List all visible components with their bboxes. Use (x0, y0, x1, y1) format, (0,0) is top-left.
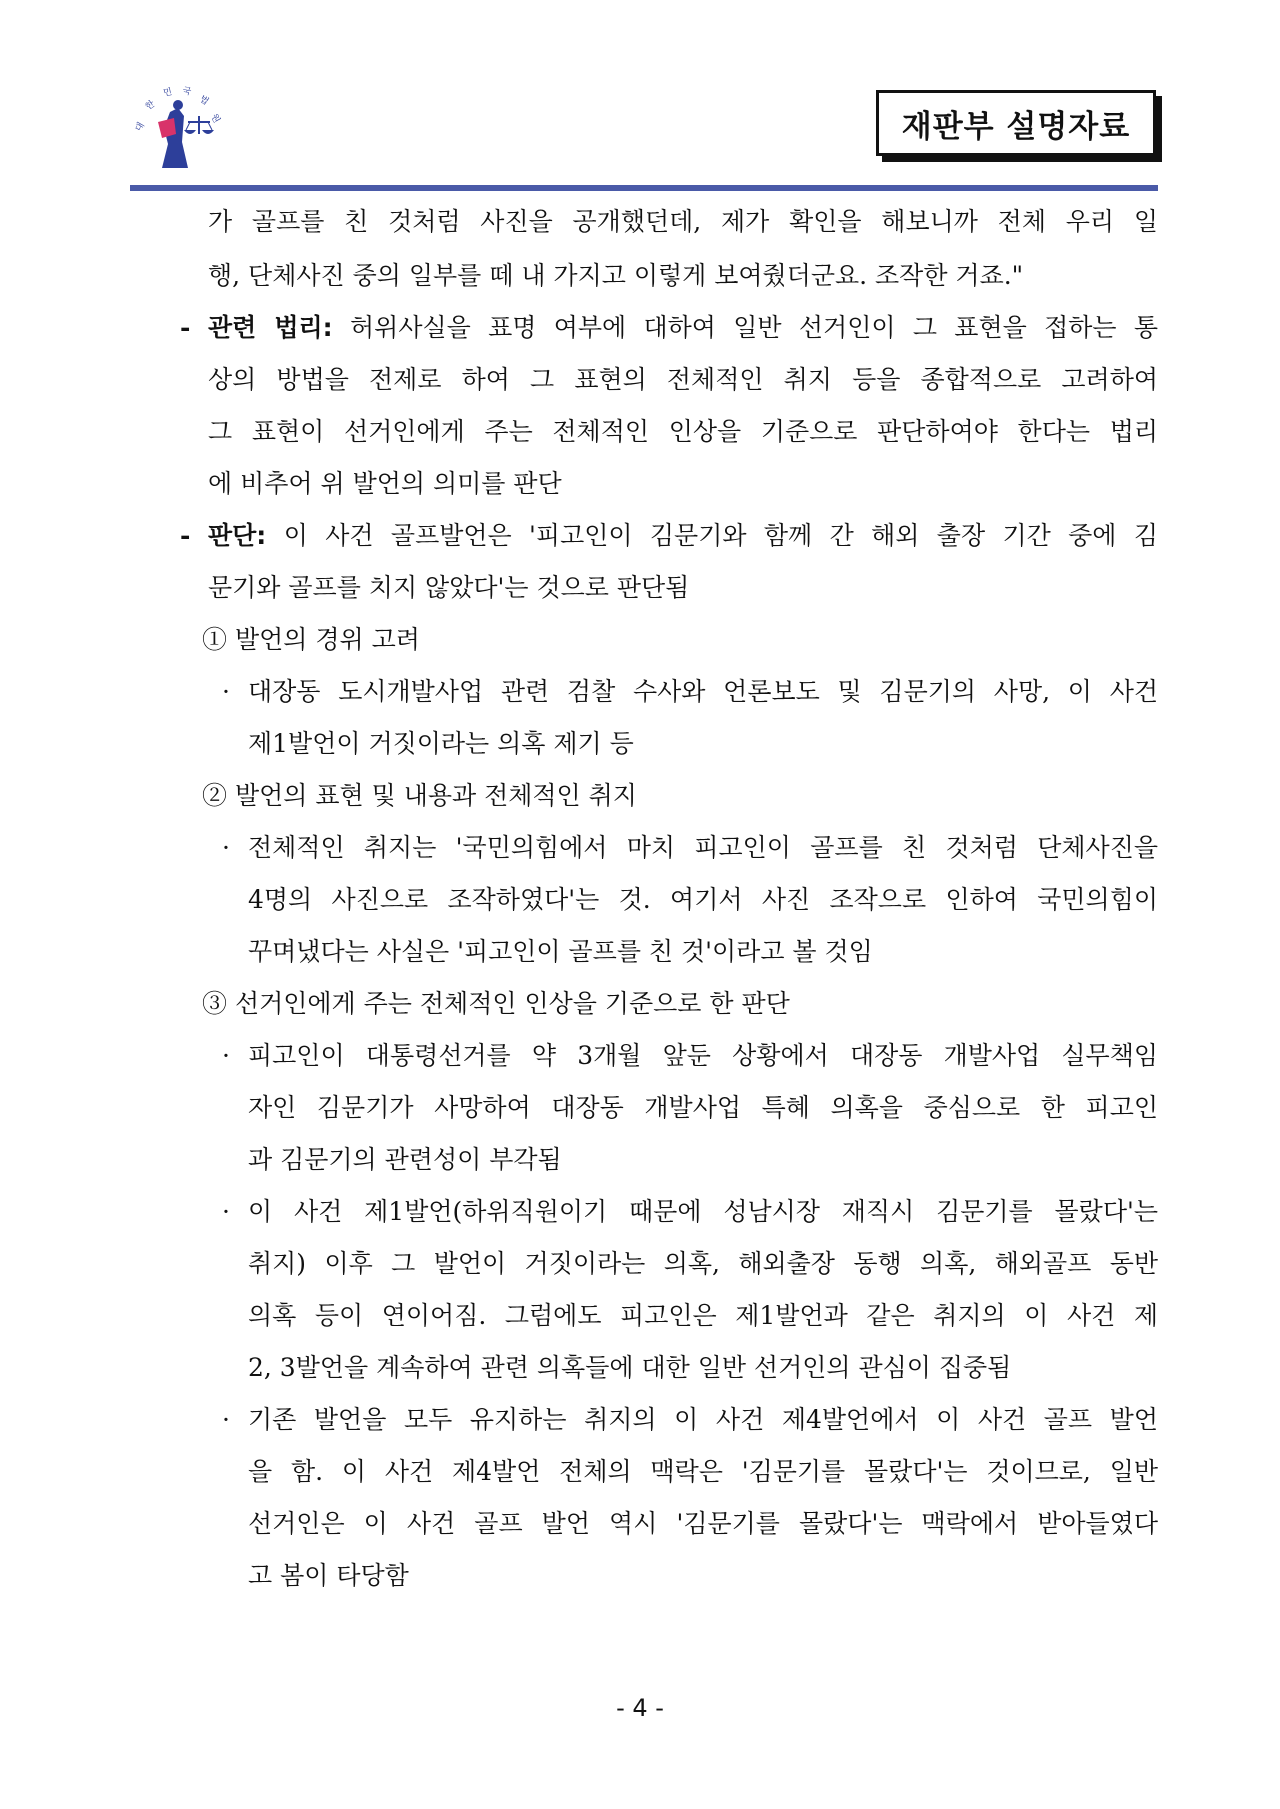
law-line-1 (208, 312, 1158, 344)
text-line: 행, 단체사진 중의 일부를 떼 내 가지고 이렇게 보여줬더군요. 조작한 거죠." (208, 261, 1024, 290)
text-line: 피고인이 대통령선거를 약 3개월 앞둔 상황에서 대장동 개발사업 실무책임 (248, 1041, 1158, 1070)
text-line: 꾸며냈다는 사실은 '피고인이 골프를 친 것'이라고 볼 것임 (248, 937, 873, 966)
page-number: - 4 - (616, 1694, 664, 1722)
dash-marker: - (180, 313, 191, 342)
text-line: 의혹 등이 연이어짐. 그럼에도 피고인은 제1발언과 같은 취지의 이 사건 제 (248, 1301, 1158, 1330)
text-line: 자인 김문기가 사망하여 대장동 개발사업 특혜 의혹을 중심으로 한 피고인 (248, 1093, 1158, 1122)
svg-text:한: 한 (143, 99, 157, 113)
text-line: 2, 3발언을 계속하여 관련 의혹들에 대한 일반 선거인의 관심이 집중됨 (248, 1353, 1012, 1382)
law-label: 관련 법리: (208, 313, 333, 342)
judgment-label: 판단: (208, 521, 267, 550)
document-title: 재판부 설명자료 (876, 90, 1156, 156)
text-line: 허위사실을 표명 여부에 대하여 일반 선거인이 그 표현을 접하는 통 (350, 313, 1158, 342)
bullet-marker: · (222, 677, 230, 706)
court-seal-icon (118, 72, 238, 182)
text-line: 4명의 사진으로 조작하였다'는 것. 여기서 사진 조작으로 인하여 국민의힘이 (248, 885, 1158, 914)
text-line: 고 봄이 타당함 (248, 1561, 409, 1590)
text-line: 상의 방법을 전제로 하여 그 표현의 전체적인 취지 등을 종합적으로 고려하여 (208, 365, 1158, 394)
svg-text:원: 원 (208, 112, 222, 126)
text-line: 을 함. 이 사건 제4발언 전체의 맥락은 '김문기를 몰랐다'는 것이므로, 일반 (248, 1457, 1158, 1486)
bullet-marker: · (222, 833, 230, 862)
text-line: 이 사건 골프발언은 '피고인이 김문기와 함께 간 해외 출장 기간 중에 김 (283, 521, 1158, 550)
header-divider (130, 185, 1158, 191)
svg-text:법: 법 (197, 94, 211, 108)
text-line: 그 표현이 선거인에게 주는 전체적인 인상을 기준으로 판단하여야 한다는 법리 (208, 417, 1158, 446)
judgment-line-1 (208, 520, 1158, 552)
section-heading-2: ② 발언의 표현 및 내용과 전체적인 취지 (202, 781, 637, 810)
bullet-marker: · (222, 1041, 230, 1070)
svg-text:국: 국 (181, 86, 192, 98)
dash-marker: - (180, 521, 191, 550)
text-line: 대장동 도시개발사업 관련 검찰 수사와 언론보도 및 김문기의 사망, 이 사건 (248, 677, 1158, 706)
text-line: 문기와 골프를 치지 않았다'는 것으로 판단됨 (208, 573, 690, 602)
text-line: 취지) 이후 그 발언이 거짓이라는 의혹, 해외출장 동행 의혹, 해외골프 동반 (248, 1249, 1158, 1278)
bullet-marker: · (222, 1197, 230, 1226)
text-line: 전체적인 취지는 '국민의힘에서 마치 피고인이 골프를 친 것처럼 단체사진을 (248, 833, 1158, 862)
svg-text:대: 대 (133, 120, 147, 134)
text-line: 기존 발언을 모두 유지하는 취지의 이 사건 제4발언에서 이 사건 골프 발언 (248, 1405, 1158, 1434)
section-heading-1: ① 발언의 경위 고려 (202, 625, 420, 654)
text-line: 제1발언이 거짓이라는 의혹 제기 등 (248, 729, 634, 758)
section-heading-3: ③ 선거인에게 주는 전체적인 인상을 기준으로 한 판단 (202, 989, 790, 1018)
text-line: 이 사건 제1발언(하위직원이기 때문에 성남시장 재직시 김문기를 몰랐다'는 (248, 1197, 1158, 1226)
text-line: 과 김문기의 관련성이 부각됨 (248, 1145, 562, 1174)
text-line: 에 비추어 위 발언의 의미를 판단 (208, 469, 562, 498)
bullet-marker: · (222, 1405, 230, 1434)
text-line: 선거인은 이 사건 골프 발언 역시 '김문기를 몰랐다'는 맥락에서 받아들였다 (248, 1509, 1158, 1538)
text-line: 가 골프를 친 것처럼 사진을 공개했던데, 제가 확인을 해보니까 전체 우리 일 (208, 207, 1158, 236)
svg-text:민: 민 (162, 87, 174, 99)
